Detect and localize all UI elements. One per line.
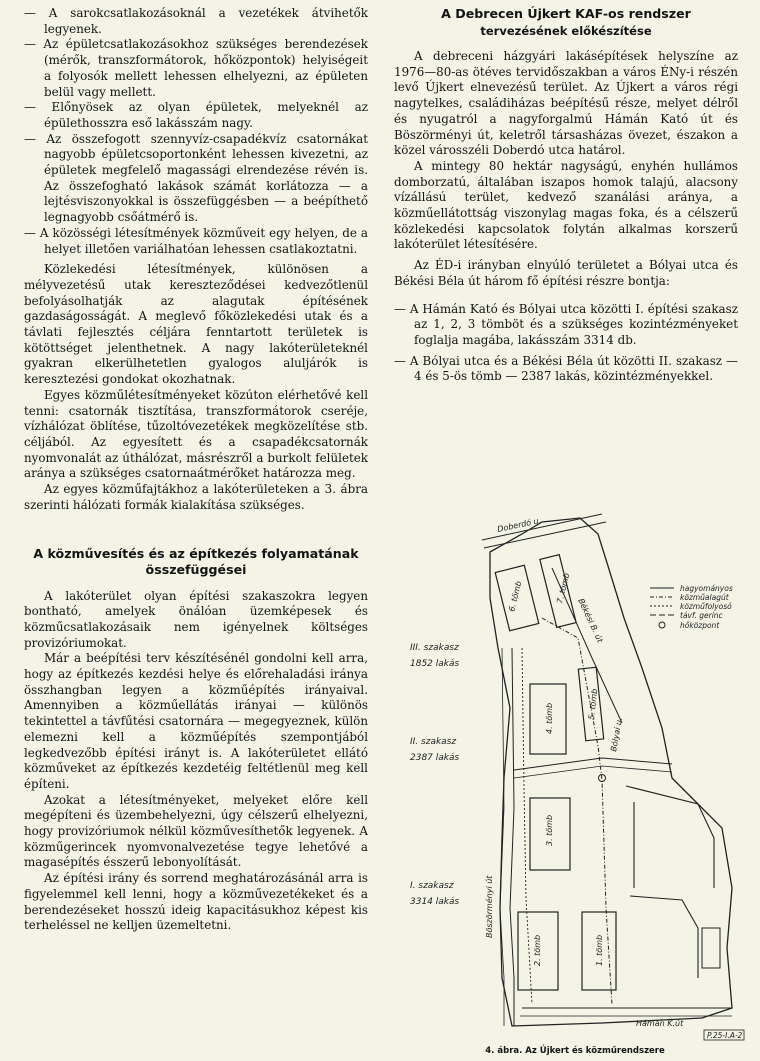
bullet-item: — A sarokcsatlakozásoknál a vezetékek átvihetők legyenek. [24, 6, 368, 36]
body-paragraph: Közlekedési létesítmények, különösen a mélyvezetésű utak kereszteződései kedvezőtlenül befolyásolhatják az alagutak építésének gazdaságosságát. A meglevő főközlekedési utak és a távlati fejlesztés céljára fenntartott területek is kötöttséget jelenthetnek. A nagy lakóterületeknél gyakran elkerülhetetlen gyalogos aluljárók is keresztezési gondokat okozhatnak. [24, 262, 368, 387]
block-label: 5. tömb [587, 688, 600, 721]
section-count: 2387 lakás [410, 753, 460, 763]
legend-entry: hőközpont [680, 621, 720, 630]
street-boszormenyi [510, 648, 514, 1026]
bullet-item: — A közösségi létesítmények közműveit egy helyen, de a helyet illetően variálhatóan lehessen csatlakoztatni. [24, 225, 368, 256]
figure-caption: 4. ábra. Az Újkert és közműrendszere [485, 1046, 665, 1056]
street-label: Hámán K.út [636, 1019, 684, 1028]
legend-entry: hagyományos [680, 584, 733, 593]
section-heading [394, 6, 738, 39]
body-paragraph: Az építési irány és sorrend meghatározásánál arra is figyelemmel kell lenni, hogy a közművezetékeket és a berendezéseket hosszú ideig kapacitásukhoz képest kis terheléssel ne kelljen üzemeltetni. [24, 871, 368, 933]
bullet-item: — Az épületcsatlakozásokhoz szükséges berendezések (mérők, transzformátorok, hőközpontok) helyiségeit a folyosók mellett lehessen elhelyezni, az épületen belül vagy mellett. [24, 37, 368, 99]
legend-entry: távf. gerinc [680, 611, 723, 620]
body-paragraph: A debreceni házgyári lakásépítések helyszíne az 1976—80-as ötéves tervidőszakban a város ÉNy-i részén levő Újkert elnevezésű terület. Az Újkert a város régi nagytelkes, családiházas beépítésű része, melyet délről és nyugatról a nagyforgalmú Hámán Kató út és Böszörményi út, keletről társasházas övezet, északon a közel városszéli Doberdó utca határol. [394, 49, 738, 158]
body-paragraph: Az egyes közműfajtákhoz a lakóterületeken a 3. ábra szerinti hálózati formák kialakítása szükséges. [24, 482, 368, 512]
section-label: III. szakasz [410, 643, 459, 653]
heading-line: tervezésének előkészítése [480, 23, 652, 38]
block-label: 4. tömb [545, 702, 554, 734]
right-column [394, 6, 738, 385]
map-legend [650, 584, 733, 630]
section-heading: A közművesítés és az építkezés folyamatának összefüggései [33, 545, 359, 577]
heading-line: A Debrecen Újkert KAF-os rendszer [441, 6, 691, 21]
bullet-item: — A Bólyai utca és a Békési Béla út közötti II. szakasz — 4 és 5-ös tömb — 2387 lakás, közintézményekkel. [394, 353, 738, 384]
block-label: 7. tömb [555, 572, 572, 605]
section-count: 1852 lakás [410, 659, 460, 669]
street-label: Böszörményi út [485, 875, 494, 938]
bullet-item: — Előnyösek az olyan épületek, melyeknél az épülethosszra eső lakásszám nagy. [24, 100, 368, 130]
street-bolyai [514, 758, 672, 770]
section-label: I. szakasz [410, 881, 454, 891]
body-paragraph: Már a beépítési terv készítésénél gondolni kell arra, hogy az építkezés kezdési helye és előrehaladási iránya összhangban legyen a közműépítés irányaival. Amennyiben a közműellátás irányai — különös tekintettel a távfűtési csatornára — megegyeznek, külön elemezni kell a közműépítés szempontjából legkedvezőbb építési irányt is. A lakóterületet ellátó közműveket az építkezés kezdetéig feltétlenül meg kell építeni. [24, 651, 368, 791]
bullet-item: — Az összefogott szennyvíz-csapadékvíz csatornákat nagyobb épületcsoportonként lehessen kivezetni, az épületek megfelelő magassági elrendezése révén is. Az összefogható lakások számát korlátozza — a lejtésviszonyokkal is összefüggésben — a beépíthető legnagyobb csőátmérő is. [24, 131, 368, 225]
street-label: Doberdó u. [496, 515, 542, 534]
left-column [24, 6, 368, 934]
body-paragraph: A mintegy 80 hektár nagyságú, enyhén hullámos domborzatú, általában iszapos homok talajú, alacsony vízállású terület, kedvező szanálási aránya, a közműellátottság viszonylag magas foka, és a célszerű közlekedési kapcsolatok folytán alkalmas korszerű lakóterület létesítésére. [394, 158, 738, 252]
legend-entry: közműfolyosó [680, 602, 732, 611]
block-label: 3. tömb [545, 814, 554, 846]
bullet-item: — A Hámán Kató és Bólyai utca közötti I. építési szakasz az 1, 2, 3 tömböt és a szükséges kozintézményeket foglalja magába, lakásszám 3314 db. [394, 301, 738, 347]
body-paragraph: Az ÉD-i irányban elnyúló területet a Bólyai utca és Békési Béla út három fő építési részre bontja: [394, 258, 738, 288]
site-plan-map [402, 508, 748, 1046]
block-label: 1. tömb [595, 934, 604, 966]
section-label: II. szakasz [410, 737, 457, 747]
body-paragraph: Azokat a létesítményeket, melyeket előre kell megépíteni és üzembehelyezni, úgy célszerű elhelyezni, hogy provizóriumok nélkül közművesíthetők legyenek. A közműgerincek nyomvonalvezetése tegye lehetővé a magasépítés ésszerű lebonyolítását. [24, 792, 368, 870]
section-count: 3314 lakás [410, 897, 460, 907]
block-label: 2. tömb [533, 934, 542, 966]
body-paragraph: A lakóterület olyan építési szakaszokra legyen bontható, amelyek önálóan üzemképesek és közműcsatlakozásaik nem igényelnek költséges provizóriumokat. [24, 588, 368, 650]
block-label: 6. tömb [507, 580, 524, 613]
legend-entry: közműalagút [680, 593, 729, 602]
street-label: Bólyai u. [609, 716, 624, 753]
stamp-text: P.25-I.A-2 [707, 1031, 743, 1040]
body-paragraph: Egyes közműlétesítményeket közúton elérhetővé kell tenni: csatornák tisztítása, transzformátorok cseréje, vízhálózat öblítése, tűzoltóvezetékek megközelítése stb. céljából. Az egyesített és a csapadékcsatornák nyomvonalát az úthálózat, másrészről a burkolt felületek aránya a szükséges csatornaátmérőket határozza meg. [24, 387, 368, 481]
site-plan-figure [402, 508, 748, 1046]
street-label: Békési B. út [576, 597, 605, 645]
